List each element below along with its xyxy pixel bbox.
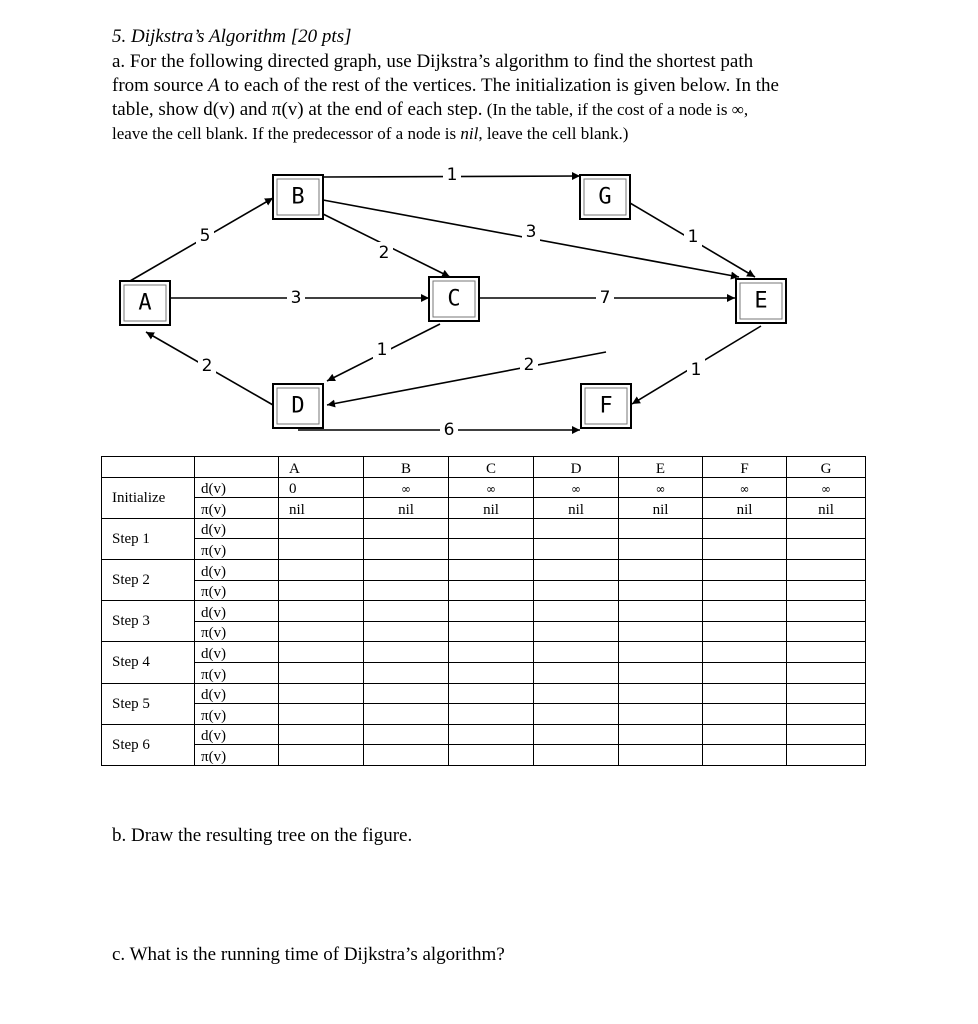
var-label-pi: π(v) [195, 621, 279, 642]
directed-graph [0, 0, 978, 450]
step-4-pi-d [534, 662, 619, 683]
intro-line-3: table, show d(v) and π(v) at the end of each step. (In the table, if the cost of a node is ∞, [112, 99, 749, 120]
step-4-pi-e [619, 662, 703, 683]
init-pi-b: nil [364, 498, 449, 519]
row-label-step-5: Step 5 [102, 683, 195, 724]
step-5-pi-f [703, 704, 787, 725]
node-label: D [291, 393, 305, 419]
step-2-d-e [619, 559, 703, 580]
table-row [102, 601, 866, 622]
var-label-d: d(v) [195, 642, 279, 663]
step-2-d-a [279, 559, 364, 580]
var-label-pi: π(v) [195, 580, 279, 601]
step-6-pi-g [787, 745, 866, 766]
node-g [580, 175, 630, 219]
edge-weight-c-d: 1 [376, 340, 388, 360]
column-header-g: G [787, 457, 866, 478]
step-2-pi-d [534, 580, 619, 601]
init-d-d: ∞ [534, 477, 619, 498]
var-label-pi: π(v) [195, 662, 279, 683]
table-row [102, 559, 866, 580]
table-row [102, 745, 866, 766]
step-5-d-e [619, 683, 703, 704]
step-4-d-b [364, 642, 449, 663]
step-4-pi-c [449, 662, 534, 683]
step-1-pi-f [703, 539, 787, 560]
column-header-d: D [534, 457, 619, 478]
step-4-pi-f [703, 662, 787, 683]
step-4-d-d [534, 642, 619, 663]
edge-weight-d-a: 2 [201, 356, 213, 376]
row-label-step-2: Step 2 [102, 559, 195, 600]
header-empty-cell [195, 457, 279, 478]
step-3-pi-d [534, 621, 619, 642]
step-3-d-e [619, 601, 703, 622]
problem-title: 5. Dijkstra’s Algorithm [20 pts] [112, 26, 352, 47]
step-5-pi-e [619, 704, 703, 725]
step-1-d-a [279, 518, 364, 539]
node-label: B [291, 184, 305, 210]
step-3-pi-b [364, 621, 449, 642]
step-3-pi-c [449, 621, 534, 642]
step-3-d-a [279, 601, 364, 622]
table-row [102, 518, 866, 539]
column-header-e: E [619, 457, 703, 478]
var-label-d: d(v) [195, 724, 279, 745]
step-3-d-b [364, 601, 449, 622]
step-6-pi-b [364, 745, 449, 766]
step-5-pi-d [534, 704, 619, 725]
step-5-d-c [449, 683, 534, 704]
table-header-row [102, 457, 866, 478]
node-e [736, 279, 786, 323]
init-pi-d: nil [534, 498, 619, 519]
dijkstra-table [101, 456, 866, 766]
step-1-pi-b [364, 539, 449, 560]
node-a [120, 281, 170, 325]
init-d-a: 0 [279, 477, 364, 498]
edge-weight-c-e: 7 [599, 288, 611, 308]
step-2-d-f [703, 559, 787, 580]
init-pi-c: nil [449, 498, 534, 519]
step-2-d-c [449, 559, 534, 580]
edge-weight-f-d: 2 [523, 355, 535, 375]
step-1-d-c [449, 518, 534, 539]
step-4-d-c [449, 642, 534, 663]
init-d-e: ∞ [619, 477, 703, 498]
step-6-d-g [787, 724, 866, 745]
step-2-pi-a [279, 580, 364, 601]
table-row [102, 683, 866, 704]
var-label-d: d(v) [195, 477, 279, 498]
table-row [102, 580, 866, 601]
edge-weight-a-c: 3 [290, 288, 302, 308]
step-1-d-d [534, 518, 619, 539]
step-3-d-g [787, 601, 866, 622]
step-6-pi-a [279, 745, 364, 766]
var-label-pi: π(v) [195, 745, 279, 766]
node-d [273, 384, 323, 428]
init-pi-a: nil [279, 498, 364, 519]
table-row [102, 621, 866, 642]
step-3-d-c [449, 601, 534, 622]
step-3-d-d [534, 601, 619, 622]
init-pi-e: nil [619, 498, 703, 519]
step-1-d-g [787, 518, 866, 539]
source-vertex: A [208, 75, 220, 96]
node-f [581, 384, 631, 428]
step-4-pi-b [364, 662, 449, 683]
node-label: G [598, 184, 612, 210]
step-5-d-f [703, 683, 787, 704]
row-label-step-3: Step 3 [102, 601, 195, 642]
step-2-pi-e [619, 580, 703, 601]
step-6-pi-f [703, 745, 787, 766]
step-5-d-b [364, 683, 449, 704]
step-6-pi-e [619, 745, 703, 766]
var-label-d: d(v) [195, 601, 279, 622]
edge-weight-e-f: 1 [690, 360, 702, 380]
init-pi-g: nil [787, 498, 866, 519]
step-6-d-f [703, 724, 787, 745]
step-4-pi-a [279, 662, 364, 683]
step-3-pi-g [787, 621, 866, 642]
step-6-d-d [534, 724, 619, 745]
step-2-pi-f [703, 580, 787, 601]
step-4-d-a [279, 642, 364, 663]
table-row [102, 477, 866, 498]
step-1-d-b [364, 518, 449, 539]
header-empty-cell [102, 457, 195, 478]
column-header-a: A [279, 457, 364, 478]
step-5-pi-c [449, 704, 534, 725]
step-1-d-f [703, 518, 787, 539]
step-5-pi-b [364, 704, 449, 725]
step-1-pi-e [619, 539, 703, 560]
edge-weight-g-e: 1 [687, 227, 699, 247]
step-5-pi-a [279, 704, 364, 725]
step-2-d-d [534, 559, 619, 580]
step-5-d-a [279, 683, 364, 704]
var-label-pi: π(v) [195, 539, 279, 560]
node-label: E [754, 288, 768, 314]
edge-weight-d-f: 6 [443, 420, 455, 440]
var-label-d: d(v) [195, 683, 279, 704]
table-row [102, 704, 866, 725]
init-d-f: ∞ [703, 477, 787, 498]
step-1-pi-d [534, 539, 619, 560]
step-5-d-g [787, 683, 866, 704]
init-pi-f: nil [703, 498, 787, 519]
row-label-step-1: Step 1 [102, 518, 195, 559]
step-6-pi-c [449, 745, 534, 766]
edge-weight-b-e: 3 [525, 222, 537, 242]
node-label: A [138, 290, 152, 316]
step-5-d-d [534, 683, 619, 704]
step-2-pi-b [364, 580, 449, 601]
column-header-f: F [703, 457, 787, 478]
step-4-d-f [703, 642, 787, 663]
node-label: C [447, 286, 461, 312]
step-1-d-e [619, 518, 703, 539]
step-1-pi-g [787, 539, 866, 560]
edge-weight-a-b: 5 [199, 226, 211, 246]
step-2-pi-c [449, 580, 534, 601]
intro-line-1: a. For the following directed graph, use Dijkstra’s algorithm to find the shortest path [112, 51, 754, 72]
step-4-pi-g [787, 662, 866, 683]
nodes [120, 175, 786, 428]
step-6-d-e [619, 724, 703, 745]
part-b-question: b. Draw the resulting tree on the figure. [112, 825, 413, 846]
intro-line-2: from source A to each of the rest of the vertices. The initialization is given below. In the [112, 75, 779, 96]
step-6-pi-d [534, 745, 619, 766]
row-label-step-6: Step 6 [102, 724, 195, 765]
table-row [102, 642, 866, 663]
column-header-b: B [364, 457, 449, 478]
edge-weight-b-g: 1 [446, 165, 458, 185]
step-3-pi-f [703, 621, 787, 642]
step-4-d-g [787, 642, 866, 663]
step-2-d-g [787, 559, 866, 580]
step-5-pi-g [787, 704, 866, 725]
step-1-pi-a [279, 539, 364, 560]
var-label-pi: π(v) [195, 704, 279, 725]
table-row [102, 724, 866, 745]
edge-weight-b-c: 2 [378, 243, 390, 263]
var-label-d: d(v) [195, 518, 279, 539]
intro-line-4: leave the cell blank. If the predecessor of a node is nil, leave the cell blank.) [112, 124, 629, 143]
step-6-d-c [449, 724, 534, 745]
step-2-pi-g [787, 580, 866, 601]
step-6-d-b [364, 724, 449, 745]
init-d-g: ∞ [787, 477, 866, 498]
table-row [102, 498, 866, 519]
table-row [102, 662, 866, 683]
step-2-d-b [364, 559, 449, 580]
var-label-pi: π(v) [195, 498, 279, 519]
step-3-pi-e [619, 621, 703, 642]
step-3-pi-a [279, 621, 364, 642]
init-d-b: ∞ [364, 477, 449, 498]
part-c-question: c. What is the running time of Dijkstra’s algorithm? [112, 944, 505, 965]
step-6-d-a [279, 724, 364, 745]
var-label-d: d(v) [195, 559, 279, 580]
node-label: F [599, 393, 613, 419]
column-header-c: C [449, 457, 534, 478]
step-4-d-e [619, 642, 703, 663]
step-1-pi-c [449, 539, 534, 560]
node-b [273, 175, 323, 219]
init-d-c: ∞ [449, 477, 534, 498]
step-3-d-f [703, 601, 787, 622]
nil-word: nil [460, 124, 479, 143]
row-label-initialize: Initialize [102, 477, 195, 518]
row-label-step-4: Step 4 [102, 642, 195, 683]
table-row [102, 539, 866, 560]
node-c [429, 277, 479, 321]
